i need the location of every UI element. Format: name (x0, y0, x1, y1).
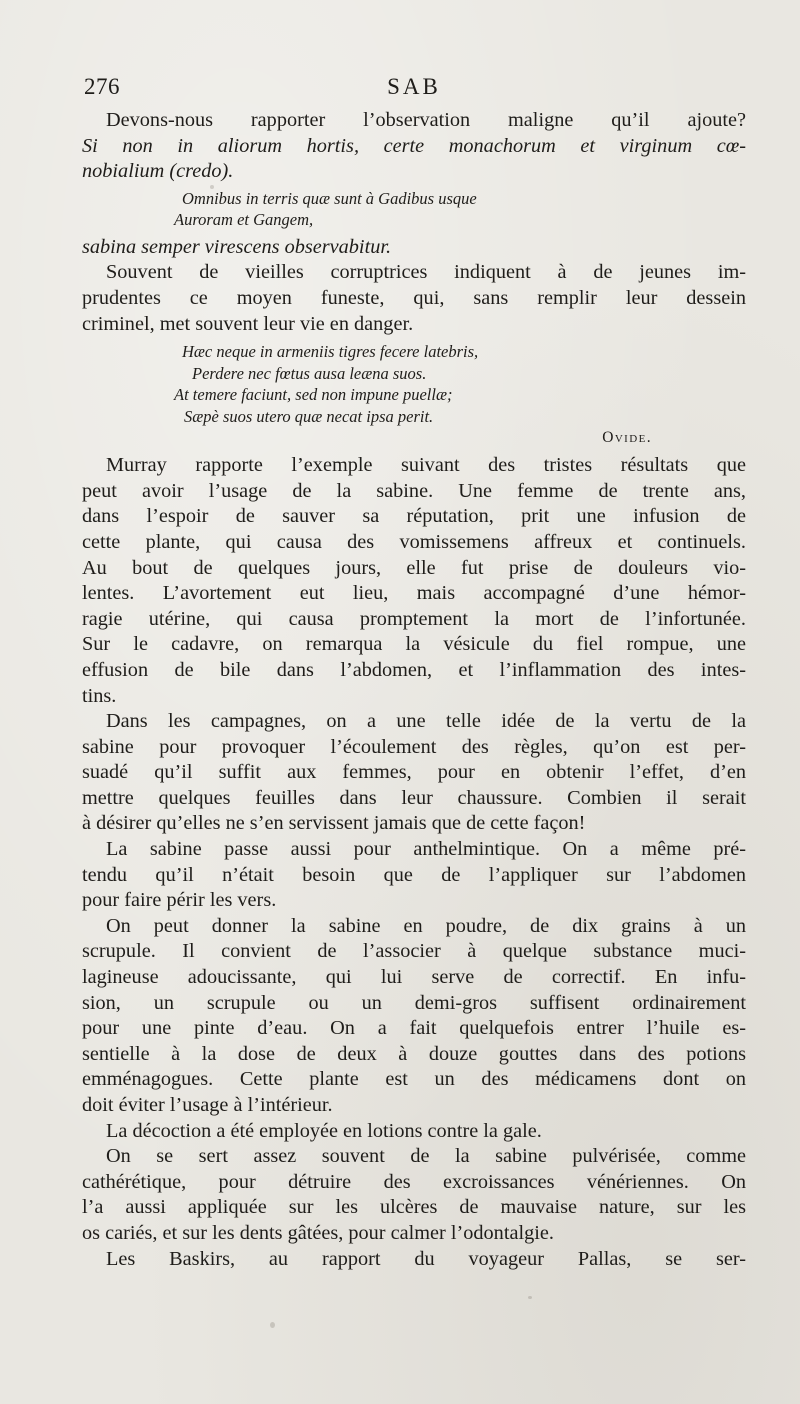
paragraph (82, 1119, 746, 1145)
poem-attribution: Ovide. (602, 429, 652, 447)
text-line: dans l’espoir de sauver sa réputation, prit une infusion de (82, 505, 746, 528)
page-number: 276 (84, 74, 120, 99)
page-header (84, 74, 744, 104)
text-line: pour une pinte d’eau. On a fait quelquefois entrer l’huile es- (82, 1017, 746, 1040)
text-line: La décoction a été employée en lotions contre la gale. (106, 1119, 542, 1142)
text-line: Sur le cadavre, on remarqua la vésicule du fiel rompue, une (82, 633, 746, 656)
ink-speck (210, 185, 214, 189)
verse-line: Auroram et Gangem, (174, 210, 314, 230)
text-line: doit éviter l’usage à l’intérieur. (82, 1094, 333, 1116)
paragraph (82, 1144, 746, 1246)
text-line: lagineuse adoucissante, qui lui serve de correctif. En infu- (82, 966, 746, 989)
paragraph (82, 709, 746, 837)
verse-line: Omnibus in terris quæ sunt à Gadibus usque (182, 188, 477, 208)
text-line: criminel, met souvent leur vie en danger. (82, 312, 414, 335)
text-line: emménagogues. Cette plante est un des médicamens dont on (82, 1068, 746, 1091)
text-line: os cariés, et sur les dents gâtées, pour calmer l’odontalgie. (82, 1221, 554, 1244)
paragraph (82, 914, 746, 1119)
text-line: prudentes ce moyen funeste, qui, sans remplir leur dessein (82, 286, 746, 309)
text-line: suadé qu’il suffit aux femmes, pour en obtenir l’effet, d’en (82, 761, 746, 784)
text-line: Souvent de vieilles corruptrices indiquent à de jeunes im- (106, 261, 746, 284)
text-line: sion, un scrupule ou un demi-gros suffisent ordinairement (82, 991, 746, 1014)
text-line: pour faire périr les vers. (82, 889, 277, 912)
latin-line: nobialium (credo). (82, 160, 234, 183)
paragraph (82, 260, 746, 337)
text-line: cathérétique, pour détruire des excroissances vénériennes. On (82, 1170, 746, 1193)
text-line: scrupule. Il convient de l’associer à quelque substance muci- (82, 940, 746, 963)
text-line: On peut donner la sabine en poudre, de dix grains à un (106, 914, 746, 937)
text-line: cette plante, qui causa des vomissemens affreux et continuels. (82, 530, 746, 553)
text-line: tins. (82, 684, 117, 707)
paragraph (82, 1247, 746, 1273)
ink-speck (270, 1322, 275, 1328)
text-line: à désirer qu’elles ne s’en servissent jamais que de cette façon! (82, 812, 586, 835)
latin-line: sabina semper virescens observabitur. (82, 235, 392, 258)
text-line: ragie utérine, qui causa promptement la mort de l’infortunée. (82, 607, 746, 630)
text-line: effusion de bile dans l’abdomen, et l’inflammation des intes- (82, 658, 746, 681)
verse-block (82, 188, 746, 231)
poem-block (82, 341, 746, 449)
verse-line: At temere faciunt, sed non impune puellæ; (174, 385, 453, 405)
paragraph (82, 453, 746, 709)
text-line: La sabine passe aussi pour anthelmintique. On a même pré- (106, 838, 746, 861)
text-line: sabine pour provoquer l’écoulement des règles, qu’on est per- (82, 735, 746, 758)
text-line: lentes. L’avortement eut lieu, mais accompagné d’une hémor- (82, 582, 746, 605)
verse-line: Perdere nec fœtus ausa leæna suos. (192, 363, 427, 383)
paragraph (82, 837, 746, 914)
text-line: l’a aussi appliquée sur les ulcères de mauvaise nature, sur les (82, 1196, 746, 1219)
text-line: Murray rapporte l’exemple suivant des tristes résultats que (106, 454, 746, 477)
text-line: mettre quelques feuilles dans leur chaussure. Combien il serait (82, 786, 746, 809)
text-line: sentielle à la dose de deux à douze gouttes dans des potions (82, 1042, 746, 1065)
text-line: Devons-nous rapporter l’observation maligne qu’il ajoute? (106, 109, 746, 131)
verse-line: Sæpè suos utero quæ necat ipsa perit. (184, 406, 434, 426)
running-head: SAB (387, 74, 441, 99)
page-body (82, 108, 746, 1272)
ink-speck (528, 1296, 532, 1299)
text-line: On se sert assez souvent de la sabine pulvérisée, comme (106, 1145, 746, 1168)
text-line: tendu qu’il n’était besoin que de l’appliquer sur l’abdomen (82, 863, 746, 886)
verse-line: Hæc neque in armeniis tigres fecere latebris, (182, 342, 479, 362)
text-line: peut avoir l’usage de la sabine. Une femme de trente ans, (82, 479, 746, 502)
text-line: Les Baskirs, au rapport du voyageur Pallas, se ser- (106, 1247, 746, 1270)
latin-line: Si non in aliorum hortis, certe monachorum et virginum cœ- (82, 134, 746, 157)
text-line: Au bout de quelques jours, elle fut prise de douleurs vio- (82, 556, 746, 579)
text-line: Dans les campagnes, on a une telle idée de la vertu de la (106, 710, 746, 733)
